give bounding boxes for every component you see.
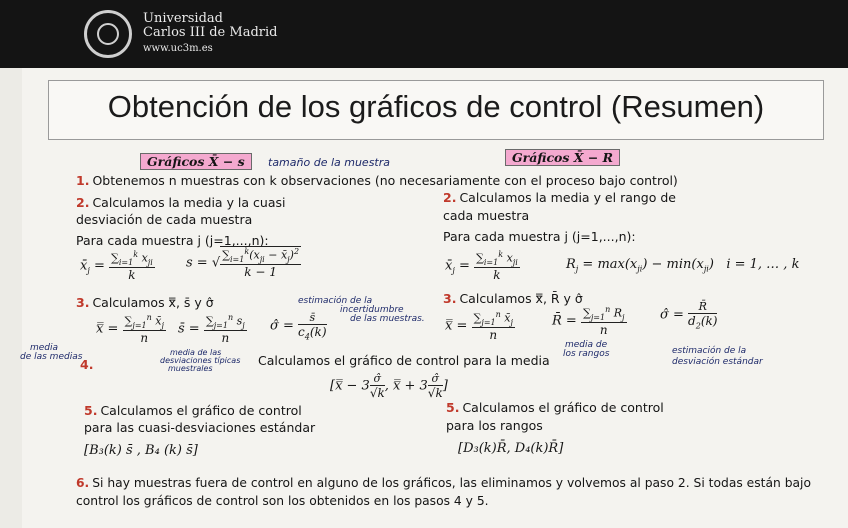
right-step-3-text: Calculamos x̿, R̄ y σ̂ [459,291,583,306]
step-6-number: 6. [76,476,90,490]
note-mean-ranges-1: media de [565,340,608,350]
left-step-5-line2: para las cuasi-desviaciones estándar [84,420,316,435]
note-estimation-3: de las muestras. [350,314,425,324]
formula-sigma-hat-left: σ̂ = $\frac{s̄}{c_4(k)}$ [270,311,327,342]
right-step-5-line2: para los rangos [446,418,543,433]
formula-sample-mean-right: $x̄_j$ = $\frac{\sum_{i=1}^k x_{ji}}{k}$ [445,250,518,282]
note-mean-of-means-1: media [30,343,59,353]
left-step-2 [76,195,285,210]
right-step-2-number: 2. [443,190,457,205]
left-step-2-line2: desviación de cada muestra [76,212,253,227]
formula-mean-sd: s̄ = $\frac{\sum_{j=1}^n s_j}{n}$ [178,313,245,345]
title-box [48,80,824,140]
right-step-5-line1: Calculamos el gráfico de control [462,400,664,415]
formula-range-limits: [D₃(k)R̄, D₄(k)R̄] [458,441,564,456]
left-step-3 [76,295,214,310]
formula-grand-mean-left: x̿ = $\frac{\sum_{j=1}^n x̄_j}{n}$ [96,313,164,345]
university-name-line1: Universidad [143,11,223,26]
note-sd-estimate-2: desviación estándar [672,357,763,367]
formula-mean-range: R̄ = $\frac{\sum_{j=1}^n R_j}{n}$ [552,305,625,337]
step-6-line2: control los gráficos de control son los obtenidos en los pasos 4 y 5. [76,494,489,508]
step-4-text: Calculamos el gráfico de control para la media [258,353,550,368]
right-step-3-number: 3. [443,291,457,306]
step-6 [76,476,811,490]
page-title: Obtención de los gráficos de control (Resumen) [107,89,765,124]
note-mean-sd-3: muestrales [168,364,213,373]
step-6-line1: Si hay muestras fuera de control en alguno de los gráficos, las eliminamos y volvemos al paso 2. Si todas están bajo [92,476,811,490]
formula-sigma-hat-right: σ̂ = $\frac{R̄}{d_2(k)}$ [660,300,718,331]
formula-sd-limits: [B₃(k) s̄ , B₄ (k) s̄] [84,443,198,458]
note-mean-sd-1: media de las [170,348,222,357]
right-step-2-line2: cada muestra [443,208,530,223]
left-step-3-text: Calculamos x̿, s̄ y σ̂ [92,295,214,310]
note-mean-sd-2: desviaciones típicas [160,356,241,365]
note-sd-estimate-1: estimación de la [672,346,747,356]
note-estimation-2: incertidumbre [340,305,404,315]
formula-grand-mean-right: x̿ = $\frac{\sum_{j=1}^n x̄_j}{n}$ [445,310,513,342]
note-sample-size: tamaño de la muestra [268,156,391,169]
right-chart-label: Gráficos X̄ − R [505,149,620,166]
note-mean-of-means-2: de las medias [20,352,83,362]
note-mean-ranges-2: los rangos [563,349,610,359]
right-step-2 [443,190,676,205]
step-1 [76,173,678,188]
right-per-sample: Para cada muestra j (j=1,...,n): [443,229,636,244]
right-step-3 [443,291,583,306]
left-step-2-number: 2. [76,195,90,210]
university-website: www.uc3m.es [143,43,213,54]
university-name-line2: Carlos III de Madrid [143,25,278,40]
left-per-sample: Para cada muestra j (j=1,...,n): [76,233,269,248]
step-1-number: 1. [76,173,90,188]
formula-mean-limits: [x̿ − 3 $\frac{\sigmâ}{√k}$ , x̿ + 3 $\frac{\sigmâ}{√k}$ ] [330,372,448,400]
right-step-2-line1: Calculamos la media y el rango de [459,190,676,205]
step-4-number: 4. [80,357,94,372]
left-step-5-number: 5. [84,403,98,418]
formula-sample-range: $R_j = \max(x_{ji}) - \min(x_{ji}) i = 1$, … , k [566,257,800,274]
left-step-5 [84,403,302,418]
formula-sample-mean-left: $x̄_j$ = $\frac{\sum_{i=1}^k x_{ji}}{k}$ [80,250,153,282]
university-seal-icon [84,10,132,58]
step-1-text: Obtenemos n muestras con k observaciones (no necesariamente con el proceso bajo control) [92,173,678,188]
left-step-2-line1: Calculamos la media y la cuasi [92,195,286,210]
left-step-3-number: 3. [76,295,90,310]
left-step-5-line1: Calculamos el gráfico de control [100,403,302,418]
right-step-5 [446,400,664,415]
note-estimation-1: estimación de la [298,296,373,306]
right-step-5-number: 5. [446,400,460,415]
formula-sample-sd: s = √ $\frac{\sum_{i=1}^k(x_{ji} - x̄_j)^2}{k - 1}$ [186,247,300,279]
left-chart-label: Gráficos X̄ − s [140,153,252,170]
